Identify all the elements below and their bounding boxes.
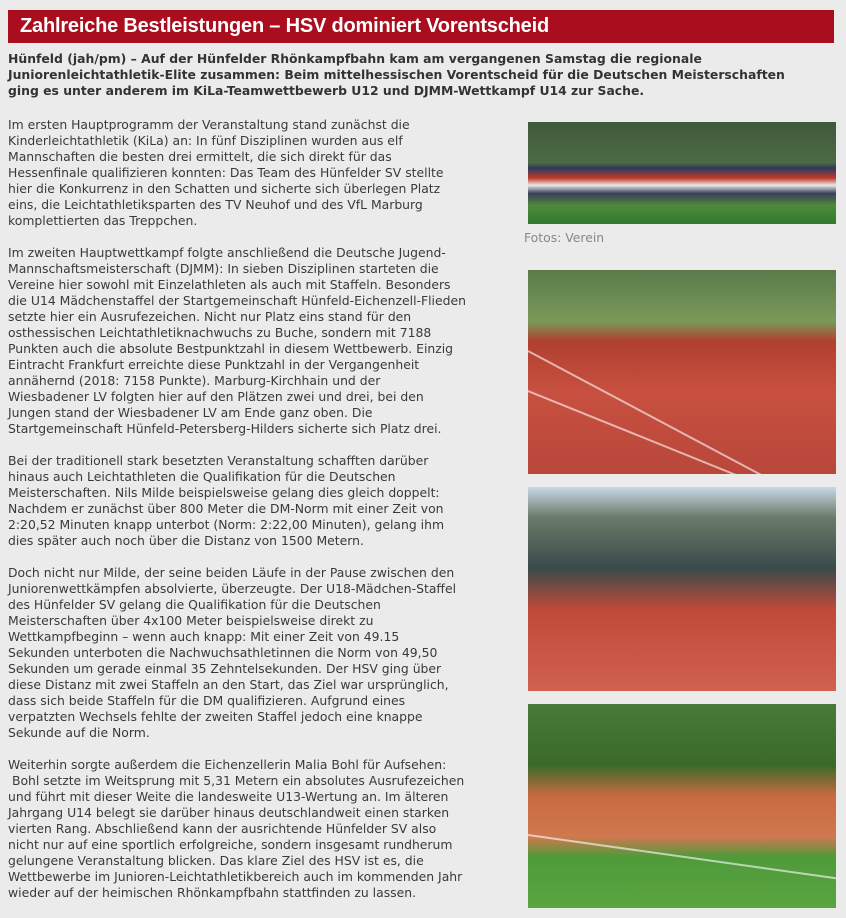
paragraph-line: dies später auch noch über die Distanz von 1500 Metern. <box>8 533 364 548</box>
paragraph-line: Hessenfinale qualifizieren konnten: Das Team des Hünfelder SV stellte <box>8 165 444 180</box>
lead-line: Juniorenleichtathletik-Elite zusammen: Beim mittelhessischen Vorentscheid für die Deutschen Meisterschaften <box>8 67 785 82</box>
paragraph-line: diese Distanz mit zwei Staffeln an den Start, das Ziel war ursprünglich, <box>8 677 449 692</box>
paragraph-line: Meisterschaften. Nils Milde beispielsweise gelang dies gleich doppelt: <box>8 485 440 500</box>
paragraph-line: komplettierten das Treppchen. <box>8 213 198 228</box>
paragraph <box>8 757 523 901</box>
paragraph-line: vierten Rang. Abschließend kann der ausrichtende Hünfelder SV also <box>8 821 437 836</box>
paragraph-line: Startgemeinschaft Hünfeld-Petersberg-Hilders sicherte sich Platz drei. <box>8 421 442 436</box>
paragraph-line: Wettkampfbeginn – wenn auch knapp: Mit einer Zeit von 49.15 <box>8 629 400 644</box>
paragraph-line: Bohl setzte im Weitsprung mit 5,31 Metern ein absolutes Ausrufezeichen <box>8 773 465 788</box>
paragraph-line: Bei der traditionell stark besetzten Veranstaltung schafften darüber <box>8 453 429 468</box>
paragraph-line: Weiterhin sorgte außerdem die Eichenzellerin Malia Bohl für Aufsehen: <box>8 757 447 772</box>
paragraph-line: dass sich beide Staffeln für die DM qualifizieren. Aufgrund eines <box>8 693 406 708</box>
article-title-bar <box>8 10 834 43</box>
paragraph-line: Mannschaften die besten drei ermittelt, die sich direkt für das <box>8 149 392 164</box>
photo-caption: Fotos: Verein <box>524 230 605 245</box>
paragraph-line: Sekunden um gerade einmal 35 Zehntelsekunden. Der HSV ging über <box>8 661 442 676</box>
paragraph-line: hinaus auch Leichtathleten die Qualifikation für die Deutschen <box>8 469 396 484</box>
paragraph-line: annähernd (2018: 7158 Punkte). Marburg-Kirchhain und der <box>8 373 381 388</box>
article-body <box>8 117 523 917</box>
paragraph <box>8 117 523 229</box>
paragraph-line: gelungene Veranstaltung blicken. Das klare Ziel des HSV ist es, die <box>8 853 424 868</box>
paragraph-line: Kinderleichtathletik (KiLa) an: In fünf Disziplinen wurden aus elf <box>8 133 403 148</box>
paragraph-line: Jahrgang U14 belegt sie darüber hinaus deutschlandweit einen starken <box>8 805 450 820</box>
paragraph-line: Nachdem er zunächst über 800 Meter die DM-Norm mit einer Zeit von <box>8 501 444 516</box>
running-race-photo <box>528 270 836 474</box>
paragraph-line: eins, die Leichtathletiksparten des TV Neuhof und des VfL Marburg <box>8 197 423 212</box>
paragraph-line: wieder auf der heimischen Rhönkampfbahn stattfinden zu lassen. <box>8 885 417 900</box>
paragraph-line: Im ersten Hauptprogramm der Veranstaltung stand zunächst die <box>8 117 410 132</box>
hurdles-race-photo <box>528 487 836 691</box>
paragraph-line: 2:20,52 Minuten knapp unterbot (Norm: 2:22,00 Minuten), gelang ihm <box>8 517 445 532</box>
paragraph-line: Mannschaftsmeisterschaft (DJMM): In sieben Disziplinen starteten die <box>8 261 439 276</box>
team-photo <box>528 122 836 224</box>
paragraph-line: nicht nur auf eine sportlich erfolgreiche, sondern insgesamt rundherum <box>8 837 453 852</box>
paragraph-line: Eintracht Frankfurt erreichte diese Punktzahl in der Vergangenheit <box>8 357 420 372</box>
paragraph-line: die U14 Mädchenstaffel der Startgemeinschaft Hünfeld-Eichenzell-Flieden <box>8 293 466 308</box>
paragraph-line: Wettbewerbe im Junioren-Leichtathletikbereich auch im kommenden Jahr <box>8 869 463 884</box>
paragraph-line: Sekunden unterboten die Nachwuchsathletinnen die Norm von 49,50 <box>8 645 438 660</box>
relay-photo <box>528 704 836 908</box>
paragraph-line: und führt mit dieser Weite die landesweite U13-Wertung an. Im älteren <box>8 789 449 804</box>
lead-line: ging es unter anderem im KiLa-Teamwettbewerb U12 und DJMM-Wettkampf U14 zur Sache. <box>8 83 645 98</box>
article-lead <box>8 51 838 99</box>
paragraph-line: verpatzten Wechsels fehlte der zweiten Staffel jedoch eine knappe <box>8 709 423 724</box>
paragraph-line: osthessischen Leichtathletiknachwuchs zu Buche, sondern mit 7188 <box>8 325 432 340</box>
paragraph <box>8 565 523 741</box>
paragraph-line: Sekunde auf die Norm. <box>8 725 150 740</box>
paragraph-line: Im zweiten Hauptwettkampf folgte anschließend die Deutsche Jugend- <box>8 245 446 260</box>
paragraph-line: Juniorenwettkämpfen absolvierte, überzeugte. Der U18-Mädchen-Staffel <box>8 581 457 596</box>
paragraph-line: Jungen stand der Wiesbadener LV am Ende ganz oben. Die <box>8 405 373 420</box>
paragraph-line: Meisterschaften über 4x100 Meter beispielsweise direkt zu <box>8 613 374 628</box>
paragraph-line: Doch nicht nur Milde, der seine beiden Läufe in der Pause zwischen den <box>8 565 455 580</box>
paragraph-line: setzte hier ein Ausrufezeichen. Nicht nur Platz eins stand für den <box>8 309 412 324</box>
article-title: Zahlreiche Bestleistungen – HSV dominiert Vorentscheid <box>20 15 549 37</box>
paragraph <box>8 245 523 437</box>
paragraph-line: des Hünfelder SV gelang die Qualifikation für die Deutschen <box>8 597 381 612</box>
paragraph-line: hier die Konkurrenz in den Schatten und sicherte sich überlegen Platz <box>8 181 441 196</box>
lead-line: Hünfeld (jah/pm) – Auf der Hünfelder Rhönkampfbahn kam am vergangenen Samstag die regionale <box>8 51 702 66</box>
paragraph <box>8 453 523 549</box>
paragraph-line: Vereine hier sowohl mit Einzelathleten als auch mit Staffeln. Besonders <box>8 277 451 292</box>
paragraph-line: Punkten auch die absolute Bestpunktzahl in diesem Wettbewerb. Einzig <box>8 341 454 356</box>
paragraph-line: Wiesbadener LV folgten hier auf den Plätzen zwei und drei, bei den <box>8 389 424 404</box>
